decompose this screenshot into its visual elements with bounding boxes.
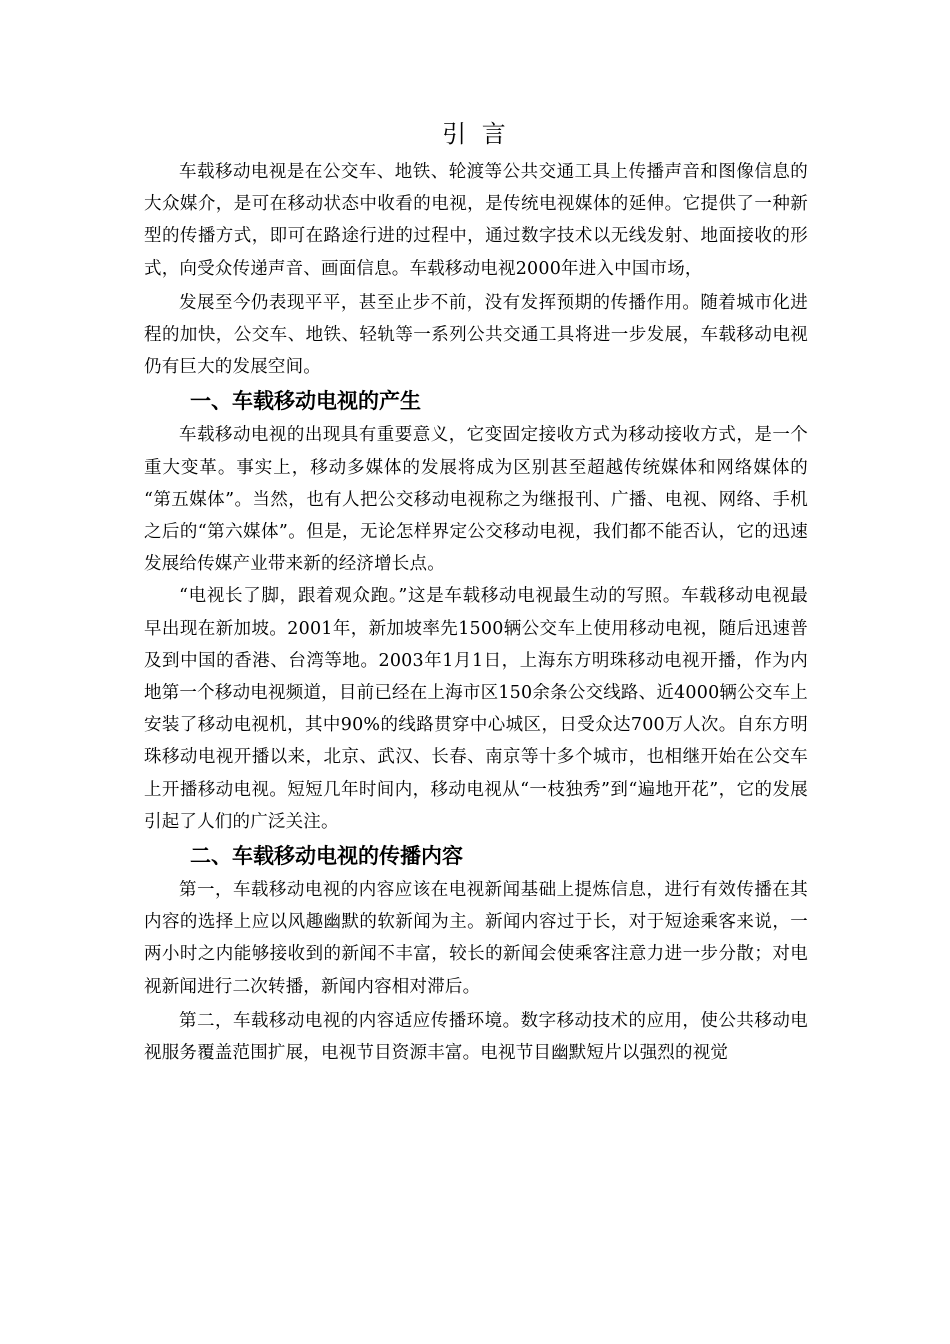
section-1-paragraph-1: 车载移动电视的出现具有重要意义，它变固定接收方式为移动接收方式，是一个重大变革。事实上，移动多媒体的发展将成为区别甚至超越传统媒体和网络媒体的 “第五媒体”。当然，也有人把公交移动电视称之为继报刊、广播、电视、网络、手机之后的“第六媒体”。但是，无论怎样界定公交移动电视，我们都不能否认，它的迅速发展给传媒产业带来新的经济增长点。 <box>144 425 808 575</box>
section-1-heading: 一、车载移动电视的产生 <box>190 389 421 414</box>
intro-paragraph-1: 车载移动电视是在公交车、地铁、轮渡等公共交通工具上传播声音和图像信息的大众媒介，是可在移动状态中收看的电视，是传统电视媒体的延伸。它提供了一种新型的传播方式，即可在路途行进的过程中，通过数字技术以无线发射、地面接收的形式，向受众传递声音、画面信息。车载移动电视2000年进入中国市场， <box>144 162 808 279</box>
section-2-paragraph-1: 第一，车载移动电视的内容应该在电视新闻基础上提炼信息，进行有效传播在其内容的选择上应以风趣幽默的软新闻为主。新闻内容过于长，对于短途乘客来说，一两小时之内能够接收到的新闻不丰富，较长的新闻会使乘客注意力进一步分散；对电视新闻进行二次转播，新闻内容相对滞后。 <box>144 880 808 997</box>
section-2-heading: 二、车载移动电视的传播内容 <box>190 844 463 869</box>
intro-paragraph-2: 发展至今仍表现平平，甚至止步不前，没有发挥预期的传播作用。随着城市化进程的加快，公交车、地铁、轻轨等一系列公共交通工具将进一步发展，车载移动电视仍有巨大的发展空间。 <box>144 292 808 378</box>
page-title: 引 言 <box>442 120 510 148</box>
section-2-paragraph-2: 第二，车载移动电视的内容适应传播环境。数字移动技术的应用，使公共移动电视服务覆盖范围扩展，电视节目资源丰富。电视节目幽默短片以强烈的视觉 <box>144 1010 808 1064</box>
section-1-paragraph-2: “电视长了脚，跟着观众跑。”这是车载移动电视最生动的写照。车载移动电视最早出现在新加坡。2001年，新加坡率先1500辆公交车上使用移动电视，随后迅速普及到中国的香港、台湾等地。2003年1月1日，上海东方明珠移动电视开播，作为内地第一个移动电视频道，目前已经在上海市区150余条公交线路、近4000辆公交车上安装了移动电视机，其中90%的线路贯穿中心城区，日受众达700万人次。自东方明珠移动电视开播以来，北京、武汉、长春、南京等十多个城市，也相继开始在公交车上开播移动电视。短短几年时间内，移动电视从“一枝独秀”到“遍地开花”，它的发展引起了人们的广泛关注。 <box>144 586 808 832</box>
document-page <box>144 112 808 1069</box>
